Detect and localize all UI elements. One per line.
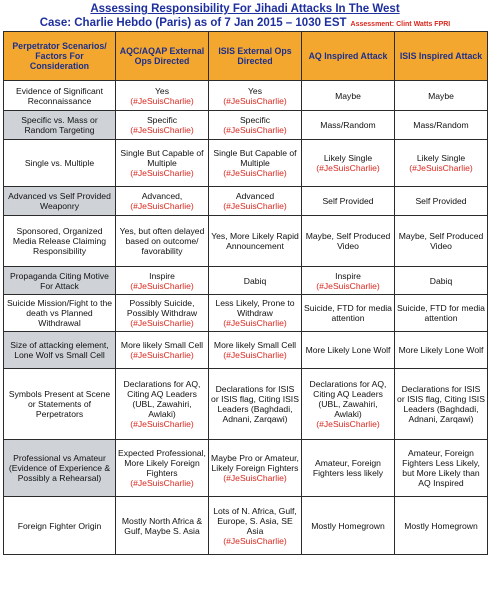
assessment-cell bbox=[116, 81, 209, 111]
column-header: Perpetrator Scenarios/ Factors For Consideration bbox=[4, 32, 116, 81]
table-row bbox=[4, 216, 488, 267]
assessment-cell bbox=[302, 187, 395, 216]
column-header: AQC/AQAP External Ops Directed bbox=[116, 32, 209, 81]
assessment-cell bbox=[116, 140, 209, 187]
factor-cell: Specific vs. Mass or Random Targeting bbox=[4, 111, 116, 140]
hashtag-label: (#JeSuisCharlie) bbox=[130, 280, 194, 291]
hashtag-label: (#JeSuisCharlie) bbox=[130, 201, 194, 211]
assessment-cell bbox=[209, 332, 302, 369]
assessment-table bbox=[3, 31, 488, 555]
factor-cell: Advanced vs Self Provided Weaponry bbox=[4, 187, 116, 216]
assessment-cell bbox=[116, 295, 209, 332]
cell-text: Yes, but often delayed based on outcome/ favorability bbox=[119, 226, 205, 256]
table-row bbox=[4, 140, 488, 187]
cell-text: Lots of N. Africa, Gulf, Europe, S. Asia, SE Asia bbox=[213, 505, 297, 536]
cell-text: Specific bbox=[146, 115, 178, 125]
table-row bbox=[4, 111, 488, 140]
assessment-cell bbox=[302, 216, 395, 267]
assessment-cell bbox=[302, 440, 395, 497]
cell-text: Suicide, FTD for media attention bbox=[397, 303, 485, 323]
assessment-cell bbox=[116, 440, 209, 497]
factor-cell: Suicide Mission/Fight to the death vs Planned Withdrawal bbox=[4, 295, 116, 332]
cell-text: Less Likely, Prone to Withdraw bbox=[215, 298, 295, 318]
assessment-cell bbox=[116, 216, 209, 267]
assessment-cell bbox=[209, 216, 302, 267]
assessment-cell bbox=[302, 140, 395, 187]
cell-text: Specific bbox=[239, 115, 271, 125]
cell-text: Maybe, Self Produced Video bbox=[305, 231, 391, 251]
hashtag-label: (#JeSuisCharlie) bbox=[409, 163, 473, 173]
assessment-cell bbox=[209, 111, 302, 140]
assessment-cell bbox=[209, 295, 302, 332]
cell-text: Single But Capable of Multiple bbox=[213, 148, 297, 168]
factor-cell: Sponsored, Organized Media Release Claiming Responsibility bbox=[4, 216, 116, 267]
assessment-cell bbox=[395, 111, 488, 140]
cell-text: Maybe bbox=[428, 90, 454, 101]
assessment-cell bbox=[395, 267, 488, 295]
cell-text: Maybe, Self Produced Video bbox=[398, 231, 484, 251]
cell-text: Mass/Random bbox=[320, 120, 376, 130]
case-line bbox=[0, 16, 490, 32]
factor-cell: Evidence of Significant Reconnaissance bbox=[4, 81, 116, 111]
cell-text: More likely Small Cell bbox=[120, 340, 204, 350]
table-row bbox=[4, 497, 488, 555]
hashtag-label: (#JeSuisCharlie) bbox=[130, 350, 194, 360]
assessment-cell bbox=[395, 440, 488, 497]
hashtag-label: (#JeSuisCharlie) bbox=[223, 535, 287, 546]
assessment-cell bbox=[209, 187, 302, 216]
hashtag-label: (#JeSuisCharlie) bbox=[223, 318, 287, 328]
assessment-cell bbox=[395, 187, 488, 216]
assessment-cell bbox=[302, 295, 395, 332]
cell-text: Mass/Random bbox=[413, 120, 469, 130]
cell-text: Expected Professional, More Likely Foreign Fighters bbox=[118, 448, 206, 478]
hashtag-label: (#JeSuisCharlie) bbox=[223, 473, 287, 483]
cell-text: Self Provided bbox=[322, 196, 374, 206]
cell-text: Inspire bbox=[149, 270, 175, 281]
assessment-cell bbox=[116, 111, 209, 140]
factor-cell: Size of attacking element, Lone Wolf vs Small Cell bbox=[4, 332, 116, 369]
cell-text: Suicide, FTD for media attention bbox=[304, 303, 392, 323]
hashtag-label: (#JeSuisCharlie) bbox=[130, 478, 194, 488]
assessment-cell bbox=[302, 497, 395, 555]
hashtag-label: (#JeSuisCharlie) bbox=[130, 95, 194, 106]
assessment-credit: Assessment: Clint Watts FPRI bbox=[350, 21, 451, 28]
factor-cell: Symbols Present at Scene or Statements of Perpetrators bbox=[4, 369, 116, 440]
assessment-cell bbox=[395, 369, 488, 440]
table-row bbox=[4, 369, 488, 440]
cell-text: Declarations for ISIS or ISIS flag, Citing ISIS Leaders (Baghdadi, Adnani, Zarqawi) bbox=[397, 384, 485, 424]
assessment-cell bbox=[395, 295, 488, 332]
assessment-cell bbox=[116, 187, 209, 216]
cell-text: More Likely Lone Wolf bbox=[398, 345, 484, 355]
assessment-cell bbox=[116, 369, 209, 440]
table-row bbox=[4, 440, 488, 497]
column-header: ISIS External Ops Directed bbox=[209, 32, 302, 81]
cell-text: Likely Single bbox=[323, 153, 373, 163]
hashtag-label: (#JeSuisCharlie) bbox=[223, 168, 287, 178]
assessment-cell bbox=[395, 140, 488, 187]
cell-text: Inspire bbox=[335, 270, 361, 281]
hashtag-label: (#JeSuisCharlie) bbox=[316, 419, 380, 429]
table-row bbox=[4, 267, 488, 295]
assessment-cell bbox=[209, 140, 302, 187]
cell-text: More likely Small Cell bbox=[213, 340, 297, 350]
assessment-cell bbox=[395, 216, 488, 267]
cell-text: Yes bbox=[247, 85, 263, 96]
cell-text: Declarations for ISIS or ISIS flag, Citing ISIS Leaders (Baghdadi, Adnani, Zarqawi) bbox=[211, 384, 299, 424]
table-row bbox=[4, 295, 488, 332]
cell-text: Advanced bbox=[235, 191, 275, 201]
cell-text: Self Provided bbox=[415, 196, 467, 206]
case-text: Case: Charlie Hebdo (Paris) as of 7 Jan 2015 – 1030 EST bbox=[39, 17, 347, 29]
factor-cell: Single vs. Multiple bbox=[4, 140, 116, 187]
cell-text: Yes bbox=[154, 85, 170, 96]
assessment-cell bbox=[209, 81, 302, 111]
cell-text: Declarations for AQ, Citing AQ Leaders (UBL, Zawahiri, Awlaki) bbox=[309, 379, 387, 419]
cell-text: More Likely Lone Wolf bbox=[305, 345, 391, 355]
hashtag-label: (#JeSuisCharlie) bbox=[130, 125, 194, 135]
hashtag-label: (#JeSuisCharlie) bbox=[130, 419, 194, 429]
hashtag-label: (#JeSuisCharlie) bbox=[223, 95, 287, 106]
hashtag-label: (#JeSuisCharlie) bbox=[223, 201, 287, 211]
assessment-cell bbox=[302, 267, 395, 295]
assessment-cell bbox=[116, 497, 209, 555]
assessment-cell bbox=[116, 332, 209, 369]
column-header: AQ Inspired Attack bbox=[302, 32, 395, 81]
hashtag-label: (#JeSuisCharlie) bbox=[223, 350, 287, 360]
assessment-cell bbox=[302, 332, 395, 369]
cell-text: Possibly Suicide, Possibly Withdraw bbox=[126, 298, 198, 318]
table-header-row bbox=[4, 32, 488, 81]
assessment-cell bbox=[209, 497, 302, 555]
cell-text: Yes, More Likely Rapid Announcement bbox=[211, 231, 299, 251]
cell-text: Single But Capable of Multiple bbox=[120, 148, 204, 168]
cell-text: Mostly North Africa & Gulf, Maybe S. Asia bbox=[121, 515, 203, 536]
assessment-cell bbox=[395, 497, 488, 555]
assessment-cell bbox=[395, 332, 488, 369]
assessment-cell bbox=[209, 440, 302, 497]
assessment-cell bbox=[302, 369, 395, 440]
cell-text: Advanced, bbox=[141, 191, 183, 201]
factor-cell: Propaganda Citing Motive For Attack bbox=[4, 267, 116, 295]
cell-text: Maybe Pro or Amateur, Likely Foreign Fighters bbox=[211, 453, 299, 473]
cell-text: Mostly Homegrown bbox=[404, 520, 478, 531]
hashtag-label: (#JeSuisCharlie) bbox=[316, 280, 380, 291]
column-header: ISIS Inspired Attack bbox=[395, 32, 488, 81]
factor-cell: Foreign Fighter Origin bbox=[4, 497, 116, 555]
hashtag-label: (#JeSuisCharlie) bbox=[130, 168, 194, 178]
assessment-cell bbox=[209, 369, 302, 440]
cell-text: Mostly Homegrown bbox=[311, 520, 385, 531]
assessment-cell bbox=[209, 267, 302, 295]
assessment-cell bbox=[116, 267, 209, 295]
table-row bbox=[4, 81, 488, 111]
hashtag-label: (#JeSuisCharlie) bbox=[223, 125, 287, 135]
cell-text: Dabiq bbox=[243, 275, 267, 286]
cell-text: Likely Single bbox=[416, 153, 466, 163]
table-row bbox=[4, 332, 488, 369]
assessment-cell bbox=[302, 81, 395, 111]
cell-text: Amateur, Foreign Fighters Less Likely, but More Likely than AQ Inspired bbox=[402, 448, 480, 488]
table-row bbox=[4, 187, 488, 216]
cell-text: Declarations for AQ, Citing AQ Leaders (UBL, Zawahiri, Awlaki) bbox=[123, 379, 201, 419]
factor-cell: Professional vs Amateur (Evidence of Experience & Possibly a Rehearsal) bbox=[4, 440, 116, 497]
assessment-cell bbox=[302, 111, 395, 140]
cell-text: Dabiq bbox=[429, 275, 453, 286]
hashtag-label: (#JeSuisCharlie) bbox=[130, 318, 194, 328]
cell-text: Amateur, Foreign Fighters less likely bbox=[312, 458, 384, 478]
assessment-cell bbox=[395, 81, 488, 111]
page-title: Assessing Responsibility For Jihadi Attacks In The West bbox=[90, 3, 400, 15]
cell-text: Maybe bbox=[335, 90, 361, 101]
hashtag-label: (#JeSuisCharlie) bbox=[316, 163, 380, 173]
